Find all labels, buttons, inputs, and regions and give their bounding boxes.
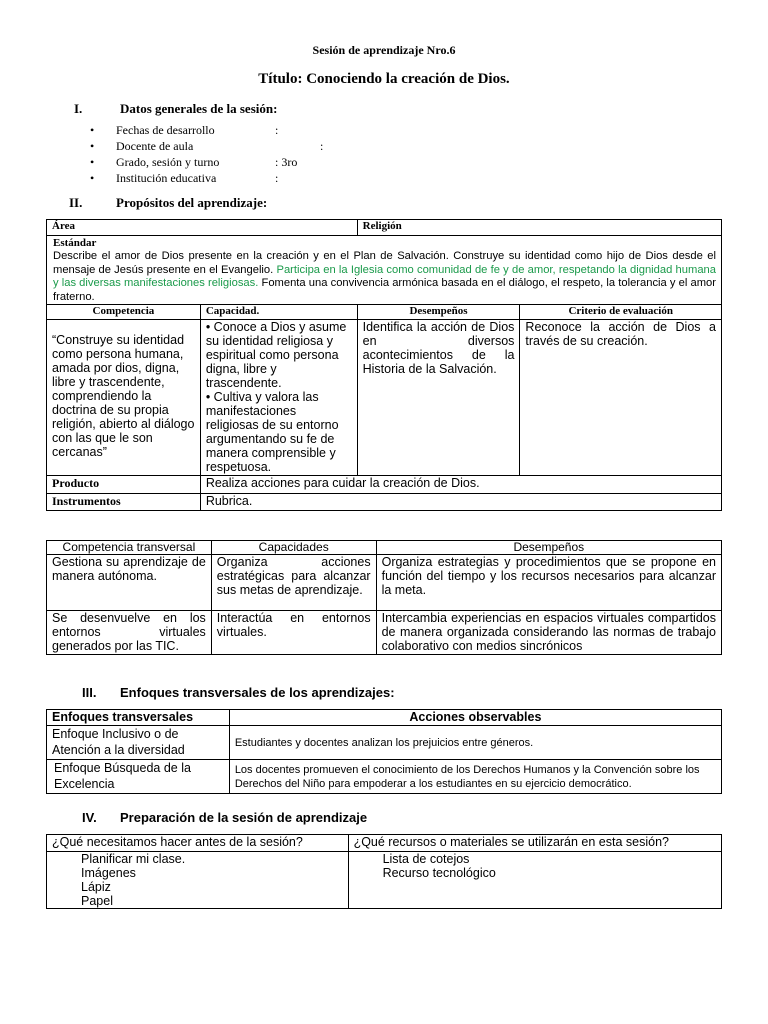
enfoque-cell: Enfoque Búsqueda de la Excelencia — [47, 760, 230, 794]
capacidad-cell: Interactúa en entornos virtuales. — [211, 611, 376, 655]
list-item: Recurso tecnológico — [382, 866, 496, 880]
header-desempenos: Desempeños — [357, 305, 520, 320]
list-item: Planificar mi clase. — [81, 852, 186, 866]
transversal-table — [46, 540, 722, 655]
header-competencia: Competencia — [47, 305, 201, 320]
table-row — [47, 611, 722, 655]
area-label: Área — [47, 220, 358, 236]
estandar-cell — [47, 236, 722, 305]
preparacion-table — [46, 834, 722, 909]
general-data-list — [90, 123, 390, 187]
header-capacidades: Capacidades — [211, 541, 376, 555]
criterio-text: Reconoce la acción de Dios a través de su creación. — [520, 320, 722, 476]
estandar-text: Describe el amor de Dios presente en la creación y en el Plan de Salvación. Construye su identidad como hijo de Dios desde el mensaje de Jesús presente en el Evangelio. Participa en la Iglesia como comunidad de fe y de amor, respetando la dignidad humana y las diversas manifestaciones religiosas. Fomenta una convivencia armónica basada en el diálogo, el respeto, la tolerancia y el amor fraterno. — [53, 250, 716, 303]
capacidad-item: • Conoce a Dios y asume su identidad religiosa y espiritual como persona digna, libre y trascendente. — [205, 320, 347, 390]
table-row — [47, 760, 722, 794]
competencia-text: “Construye su identidad como persona humana, amada por dios, digna, libre y trascendente, comprendiendo la doctrina de su propia religión, abierto al diálogo con las que le son cercanas” — [47, 320, 201, 476]
list-item: • Docente de aula : — [90, 139, 324, 153]
purposes-table — [46, 219, 722, 511]
producto-label: Producto — [47, 476, 201, 494]
list-item: Lápiz — [81, 880, 111, 894]
capacidad-cell: Organiza acciones estratégicas para alcanzar sus metas de aprendizaje. — [211, 555, 376, 611]
section-1-number: I. — [74, 101, 83, 116]
header-recursos: ¿Qué recursos o materiales se utilizarán en esta sesión? — [348, 835, 721, 852]
list-item: Imágenes — [81, 866, 136, 880]
producto-value: Realiza acciones para cuidar la creación de Dios. — [200, 476, 721, 494]
table-row — [47, 555, 722, 611]
accion-cell: Los docentes promueven el conocimiento de los Derechos Humanos y la Convención sobre los Derechos del Niño para empoderar a los estudiantes en su ejercicio democrático. — [229, 760, 721, 794]
section-4-number: IV. — [82, 810, 97, 825]
competencia-cell: Se desenvuelve en los entornos virtuales generados por las TIC. — [47, 611, 212, 655]
accion-cell: Estudiantes y docentes analizan los prejuicios entre géneros. — [229, 726, 721, 760]
capacidad-item: • Cultiva y valora las manifestaciones religiosas de su entorno argumentando su fe de manera comprensible y respetuosa. — [205, 390, 339, 474]
section-3-number: III. — [82, 685, 97, 700]
header-competencia-transversal: Competencia transversal — [47, 541, 212, 555]
section-1-heading: Datos generales de la sesión: — [120, 101, 278, 116]
desempeno-text: Identifica la acción de Dios en diversos acontecimientos de la Historia de la Salvación. — [357, 320, 520, 476]
table-row — [47, 726, 722, 760]
instrumentos-value: Rubrica. — [200, 494, 721, 511]
section-4-heading: Preparación de la sesión de aprendizaje — [120, 810, 368, 825]
recursos-list — [348, 852, 721, 909]
antes-list — [47, 852, 349, 909]
header-capacidad: Capacidad. — [200, 305, 357, 320]
enfoque-cell: Enfoque Inclusivo o de Atención a la diversidad — [47, 726, 230, 760]
section-2-heading: Propósitos del aprendizaje: — [116, 195, 268, 210]
desempeno-cell: Intercambia experiencias en espacios virtuales compartidos de manera organizada considerando las normas de trabajo colaborativo con medios sincrónicos — [376, 611, 721, 655]
header-desempenos: Desempeños — [376, 541, 721, 555]
enfoques-table — [46, 709, 722, 794]
session-number: Sesión de aprendizaje Nro.6 — [312, 43, 456, 57]
capacidad-cell — [200, 320, 357, 476]
page-title: Título: Conociendo la creación de Dios. — [258, 71, 510, 87]
instrumentos-label: Instrumentos — [47, 494, 201, 511]
header-acciones: Acciones observables — [229, 710, 721, 726]
area-value: Religión — [357, 220, 721, 236]
list-item: Lista de cotejos — [382, 852, 470, 866]
list-item: Papel — [81, 894, 113, 908]
header-criterio: Criterio de evaluación — [520, 305, 722, 320]
section-2-number: II. — [69, 195, 83, 210]
list-item: • Institución educativa : — [90, 171, 279, 185]
header-enfoques: Enfoques transversales — [47, 710, 230, 726]
desempeno-cell: Organiza estrategias y procedimientos que se propone en función del tiempo y los recursos necesarios para alcanzar la meta. — [376, 555, 721, 611]
competencia-cell: Gestiona su aprendizaje de manera autónoma. — [47, 555, 212, 611]
estandar-label: Estándar — [53, 237, 97, 249]
list-item: • Grado, sesión y turno : 3ro — [90, 155, 298, 169]
header-antes: ¿Qué necesitamos hacer antes de la sesión? — [47, 835, 349, 852]
list-item: • Fechas de desarrollo : — [90, 123, 279, 137]
section-3-heading: Enfoques transversales de los aprendizajes: — [120, 685, 395, 700]
